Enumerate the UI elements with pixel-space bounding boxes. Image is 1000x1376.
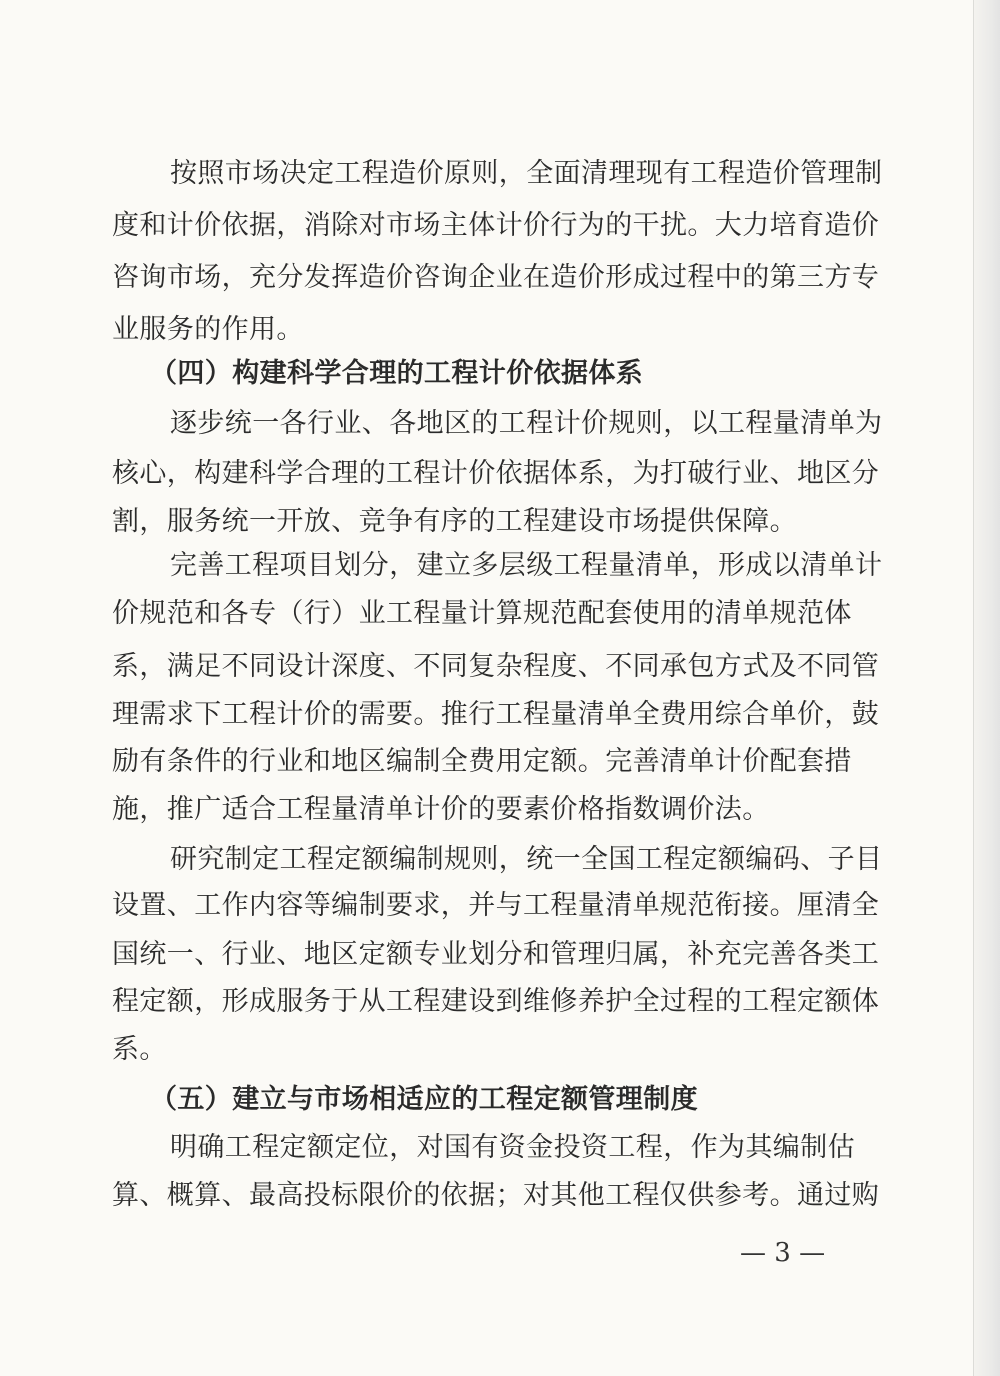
text-line: 系。 [112, 1034, 167, 1065]
text-line: 价规范和各专（行）业工程量计算规范配套使用的清单规范体 [112, 598, 852, 629]
text-line: 割，服务统一开放、竞争有序的工程建设市场提供保障。 [112, 506, 797, 537]
text-line: 理需求下工程计价的需要。推行工程量清单全费用综合单价，鼓 [112, 699, 880, 730]
scan-edge [973, 0, 1000, 1376]
text-line: 核心，构建科学合理的工程计价依据体系，为打破行业、地区分 [112, 458, 880, 489]
text-line: 算、概算、最高投标限价的依据；对其他工程仅供参考。通过购 [112, 1180, 880, 1211]
text-line: 励有条件的行业和地区编制全费用定额。完善清单计价配套措 [112, 746, 852, 777]
section-heading-4: （四）构建科学合理的工程计价依据体系 [150, 358, 644, 389]
text-line: 逐步统一各行业、各地区的工程计价规则，以工程量清单为 [170, 408, 883, 439]
text-line: 设置、工作内容等编制要求，并与工程量清单规范衔接。厘清全 [112, 890, 880, 921]
text-line: 程定额，形成服务于从工程建设到维修养护全过程的工程定额体 [112, 986, 880, 1017]
text-line: 度和计价依据，消除对市场主体计价行为的干扰。大力培育造价 [112, 210, 880, 241]
text-line: 研究制定工程定额编制规则，统一全国工程定额编码、子目 [170, 844, 883, 875]
text-line: 咨询市场，充分发挥造价咨询企业在造价形成过程中的第三方专 [112, 262, 880, 293]
text-line: 系，满足不同设计深度、不同复杂程度、不同承包方式及不同管 [112, 651, 880, 682]
text-line: 施，推广适合工程量清单计价的要素价格指数调价法。 [112, 794, 770, 825]
text-line: 明确工程定额定位，对国有资金投资工程，作为其编制估 [170, 1132, 855, 1163]
section-heading-5: （五）建立与市场相适应的工程定额管理制度 [150, 1084, 698, 1115]
text-line: 按照市场决定工程造价原则，全面清理现有工程造价管理制 [170, 158, 883, 189]
text-line: 国统一、行业、地区定额专业划分和管理归属，补充完善各类工 [112, 939, 880, 970]
page-number: — 3 — [740, 1238, 826, 1268]
text-line: 完善工程项目划分，建立多层级工程量清单，形成以清单计 [170, 550, 883, 581]
text-line: 业服务的作用。 [112, 314, 304, 345]
